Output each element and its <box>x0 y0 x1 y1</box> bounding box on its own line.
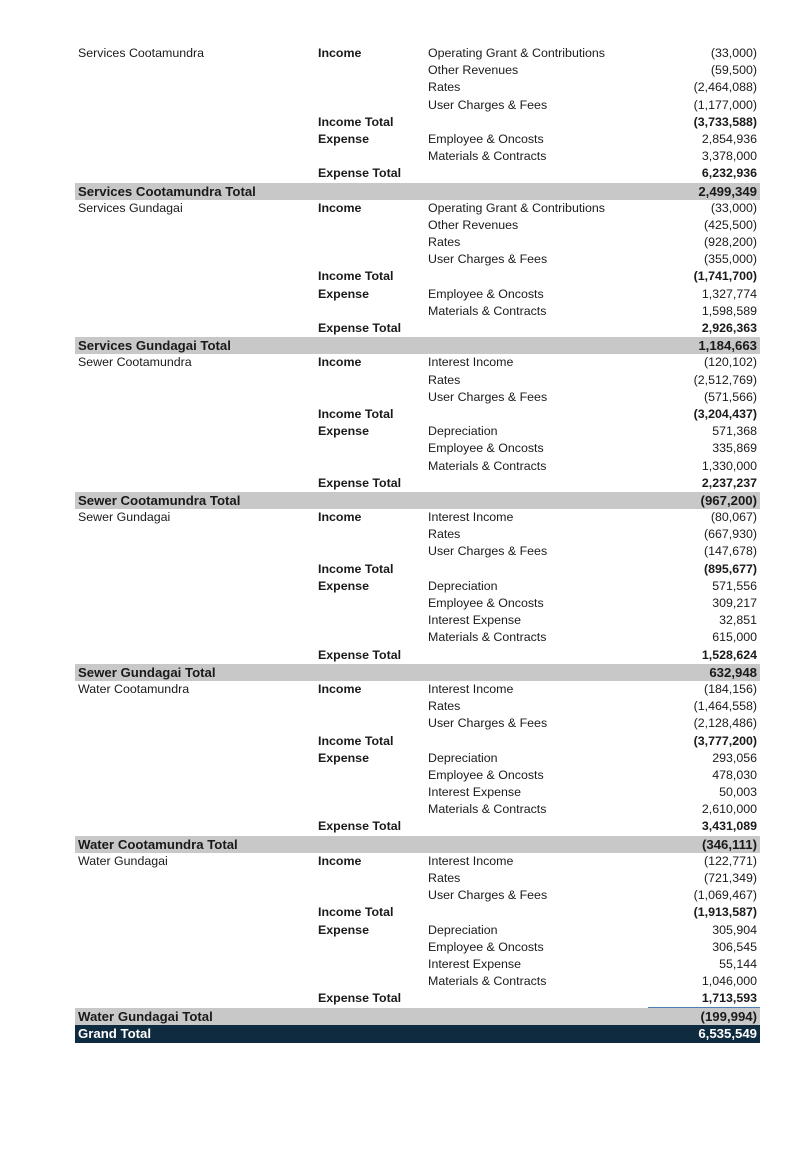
line-item-label: Rates <box>428 80 461 95</box>
service-total-row <box>75 1008 760 1025</box>
service-name: Sewer Cootamundra <box>78 355 192 370</box>
expense-total-row <box>75 990 760 1007</box>
service-total-value: (199,994) <box>700 1008 757 1024</box>
service-name: Services Gundagai <box>78 200 183 215</box>
line-item-label: Interest Income <box>428 355 514 370</box>
line-item-value: (120,102) <box>703 355 757 370</box>
table-row <box>75 458 760 475</box>
income-total-label: Income Total <box>318 905 394 920</box>
line-item-label: User Charges & Fees <box>428 888 548 903</box>
line-item-label: Employee & Oncosts <box>428 441 544 456</box>
line-item-value: (721,349) <box>703 871 757 885</box>
income-total-row <box>75 268 760 285</box>
table-row <box>75 303 760 320</box>
expense-total-row <box>75 818 760 835</box>
line-item-label: Materials & Contracts <box>428 974 547 989</box>
line-item-value: 293,056 <box>712 750 757 765</box>
income-total-label: Income Total <box>318 406 394 421</box>
table-row <box>75 698 760 715</box>
line-item-label: User Charges & Fees <box>428 716 548 731</box>
income-total-label: Income Total <box>318 269 394 284</box>
service-total-label: Sewer Gundagai Total <box>78 664 216 680</box>
line-item-value: 571,368 <box>712 424 757 439</box>
line-item-label: Materials & Contracts <box>428 149 547 164</box>
table-row <box>75 389 760 406</box>
table-row <box>75 509 760 526</box>
table-row <box>75 372 760 389</box>
line-item-value: 2,610,000 <box>701 802 757 817</box>
table-row <box>75 853 760 870</box>
income-total-value: (895,677) <box>703 561 757 576</box>
expense-total-label: Expense Total <box>318 321 402 335</box>
line-item-value: (667,930) <box>703 527 757 542</box>
income-total-value: (3,204,437) <box>693 406 757 421</box>
expense-total-value: 3,431,089 <box>701 819 757 834</box>
income-label: Income <box>318 46 362 60</box>
line-item-label: Interest Expense <box>428 613 521 628</box>
service-total-label: Services Cootamundra Total <box>78 183 256 199</box>
table-row <box>75 578 760 595</box>
line-item-label: Operating Grant & Contributions <box>428 200 606 215</box>
line-item-label: Interest Income <box>428 681 514 696</box>
line-item-label: Materials & Contracts <box>428 630 547 645</box>
table-row <box>75 354 760 371</box>
line-item-label: Interest Expense <box>428 956 521 971</box>
line-item-label: Rates <box>428 372 461 387</box>
line-item-value: (355,000) <box>703 252 757 267</box>
service-total-value: 632,948 <box>709 664 757 680</box>
expense-total-row <box>75 475 760 492</box>
line-item-value: (122,771) <box>703 853 757 868</box>
table-row <box>75 784 760 801</box>
line-item-label: Rates <box>428 527 461 542</box>
table-row <box>75 956 760 973</box>
line-item-label: User Charges & Fees <box>428 97 548 112</box>
income-total-label: Income Total <box>318 733 394 748</box>
line-item-value: (184,156) <box>703 681 757 696</box>
service-name: Water Gundagai <box>78 853 168 868</box>
income-total-row <box>75 733 760 750</box>
line-item-value: (571,566) <box>703 389 757 404</box>
line-item-label: Interest Expense <box>428 785 521 800</box>
service-total-value: (967,200) <box>700 492 757 508</box>
service-total-value: 1,184,663 <box>698 338 757 354</box>
service-total-row <box>75 183 760 200</box>
line-item-value: 55,144 <box>719 956 757 971</box>
line-item-value: (425,500) <box>703 217 757 232</box>
line-item-value: 1,598,589 <box>701 303 757 318</box>
line-item-label: Operating Grant & Contributions <box>428 46 606 60</box>
line-item-label: User Charges & Fees <box>428 252 548 267</box>
expense-label: Expense <box>318 750 369 765</box>
service-name: Water Cootamundra <box>78 681 190 696</box>
expense-total-label: Expense Total <box>318 475 402 490</box>
line-item-label: User Charges & Fees <box>428 544 548 559</box>
budget-summary-table <box>75 45 760 1043</box>
line-item-label: Interest Income <box>428 510 514 525</box>
expense-total-value: 1,713,593 <box>701 991 757 1006</box>
table-row <box>75 440 760 457</box>
table-row <box>75 200 760 217</box>
expense-total-value: 1,528,624 <box>701 647 757 662</box>
expense-label: Expense <box>318 922 369 937</box>
table-row <box>75 801 760 818</box>
expense-label: Expense <box>318 578 369 593</box>
line-item-value: 50,003 <box>719 785 757 800</box>
service-total-row <box>75 664 760 681</box>
income-label: Income <box>318 200 362 215</box>
expense-label: Expense <box>318 131 369 146</box>
line-item-label: Employee & Oncosts <box>428 596 544 610</box>
table-row <box>75 543 760 560</box>
expense-total-label: Expense Total <box>318 991 402 1006</box>
income-total-row <box>75 561 760 578</box>
table-row <box>75 131 760 148</box>
income-total-value: (3,733,588) <box>693 114 757 129</box>
line-item-value: (2,512,769) <box>693 372 757 387</box>
service-total-row <box>75 492 760 509</box>
table-row <box>75 595 760 612</box>
table-row <box>75 97 760 114</box>
line-item-value: (59,500) <box>710 63 757 78</box>
income-total-row <box>75 114 760 131</box>
line-item-value: 306,545 <box>712 939 757 954</box>
line-item-value: 305,904 <box>712 922 757 937</box>
line-item-label: Rates <box>428 699 461 714</box>
table-row <box>75 750 760 767</box>
service-name: Sewer Gundagai <box>78 510 171 525</box>
income-total-value: (1,913,587) <box>693 905 757 920</box>
line-item-value: 1,327,774 <box>701 286 757 301</box>
line-item-label: Materials & Contracts <box>428 458 547 473</box>
line-item-value: 478,030 <box>712 767 757 782</box>
line-item-value: 1,330,000 <box>701 458 757 473</box>
table-row <box>75 887 760 904</box>
service-total-label: Water Gundagai Total <box>78 1008 213 1024</box>
table-row <box>75 286 760 303</box>
total-rule-line <box>648 1007 760 1008</box>
table-row <box>75 45 760 62</box>
table-row <box>75 423 760 440</box>
line-item-label: Rates <box>428 871 461 885</box>
service-total-row <box>75 836 760 853</box>
line-item-label: Depreciation <box>428 424 498 439</box>
table-row <box>75 251 760 268</box>
line-item-label: Employee & Oncosts <box>428 131 544 146</box>
income-total-row <box>75 406 760 423</box>
income-total-label: Income Total <box>318 114 394 129</box>
table-row <box>75 234 760 251</box>
line-item-value: (33,000) <box>710 200 757 215</box>
service-total-label: Water Cootamundra Total <box>78 836 238 852</box>
line-item-label: Other Revenues <box>428 63 519 78</box>
line-item-value: 2,854,936 <box>701 131 757 146</box>
service-total-value: 2,499,349 <box>698 183 757 199</box>
line-item-value: (1,464,558) <box>693 699 757 714</box>
line-item-label: Depreciation <box>428 922 498 937</box>
expense-label: Expense <box>318 286 369 301</box>
income-label: Income <box>318 853 362 868</box>
service-total-row <box>75 337 760 354</box>
line-item-value: 32,851 <box>719 613 757 628</box>
line-item-value: 3,378,000 <box>701 149 757 164</box>
table-row <box>75 715 760 732</box>
grand-total-label: Grand Total <box>78 1025 152 1041</box>
line-item-value: (928,200) <box>703 235 757 250</box>
income-total-label: Income Total <box>318 561 394 576</box>
expense-label: Expense <box>318 424 369 439</box>
table-row <box>75 612 760 629</box>
table-row <box>75 79 760 96</box>
table-row <box>75 148 760 165</box>
table-row <box>75 526 760 543</box>
line-item-label: Employee & Oncosts <box>428 286 544 301</box>
line-item-value: 571,556 <box>712 578 757 593</box>
income-label: Income <box>318 355 362 370</box>
table-row <box>75 870 760 887</box>
line-item-label: Depreciation <box>428 750 498 765</box>
line-item-label: Interest Income <box>428 853 514 868</box>
line-item-value: (1,069,467) <box>693 888 757 903</box>
line-item-label: Employee & Oncosts <box>428 939 544 954</box>
line-item-label: Materials & Contracts <box>428 802 547 817</box>
line-item-value: (2,464,088) <box>693 80 757 95</box>
income-label: Income <box>318 510 362 525</box>
expense-total-value: 6,232,936 <box>701 166 757 181</box>
line-item-value: (1,177,000) <box>693 97 757 112</box>
income-label: Income <box>318 681 362 696</box>
expense-total-label: Expense Total <box>318 819 402 834</box>
line-item-value: 309,217 <box>712 596 757 610</box>
service-total-value: (346,111) <box>702 836 757 852</box>
line-item-label: Materials & Contracts <box>428 303 547 318</box>
service-total-label: Services Gundagai Total <box>78 338 231 354</box>
expense-total-value: 2,237,237 <box>701 475 757 490</box>
table-row <box>75 767 760 784</box>
line-item-value: (147,678) <box>703 544 757 559</box>
expense-total-value: 2,926,363 <box>701 321 757 335</box>
table-row <box>75 62 760 79</box>
income-total-row <box>75 904 760 921</box>
line-item-value: 615,000 <box>712 630 757 645</box>
table-row <box>75 939 760 956</box>
line-item-label: Employee & Oncosts <box>428 767 544 782</box>
expense-total-row <box>75 320 760 337</box>
grand-total-row <box>75 1025 760 1043</box>
line-item-value: (2,128,486) <box>693 716 757 731</box>
line-item-label: Rates <box>428 235 461 250</box>
service-name: Services Cootamundra <box>78 46 205 60</box>
line-item-value: 335,869 <box>712 441 757 456</box>
line-item-value: 1,046,000 <box>701 974 757 989</box>
expense-total-label: Expense Total <box>318 647 402 662</box>
table-row <box>75 629 760 646</box>
grand-total-value: 6,535,549 <box>698 1025 757 1041</box>
service-total-label: Sewer Cootamundra Total <box>78 492 241 508</box>
expense-total-row <box>75 165 760 182</box>
line-item-value: (33,000) <box>710 46 757 60</box>
table-row <box>75 922 760 939</box>
line-item-label: Other Revenues <box>428 217 519 232</box>
income-total-value: (1,741,700) <box>693 269 757 284</box>
expense-total-label: Expense Total <box>318 166 402 181</box>
line-item-value: (80,067) <box>710 510 757 525</box>
income-total-value: (3,777,200) <box>693 733 757 748</box>
line-item-label: Depreciation <box>428 578 498 593</box>
line-item-label: User Charges & Fees <box>428 389 548 404</box>
expense-total-row <box>75 647 760 664</box>
table-row <box>75 973 760 990</box>
table-row <box>75 217 760 234</box>
table-row <box>75 681 760 698</box>
